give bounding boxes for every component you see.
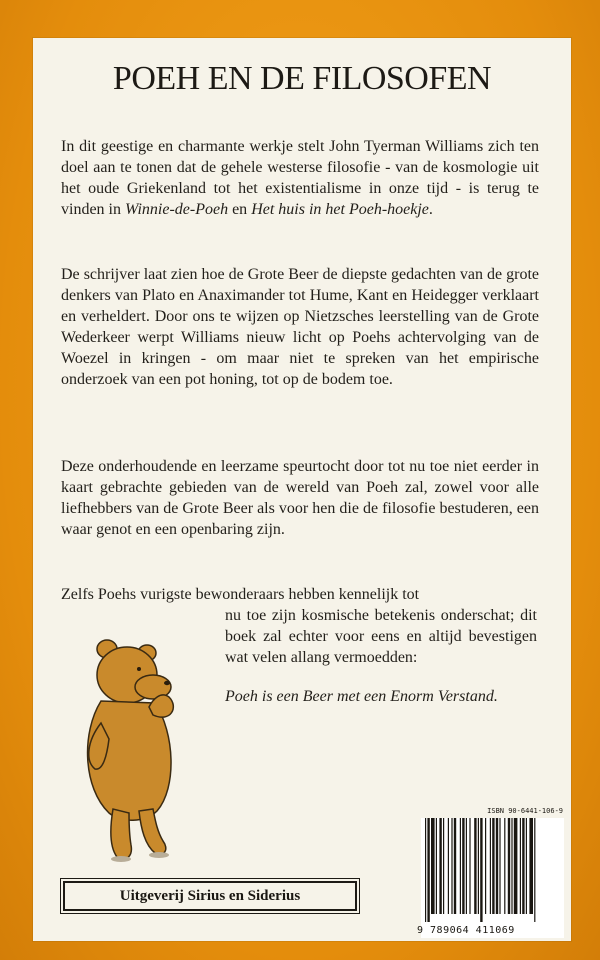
barcode-bar: [431, 818, 435, 914]
paragraph-thinkers: De schrijver laat zien hoe de Grote Beer de diepste gedachten van de grote denkers van Plato en Anaximander tot Hume, Kant en Heidegger verklaart en verheldert. Door ons te wijzen op Nietzsches leerstelling van de Grote Wederkeer werpt Williams nieuw licht op Poehs achtervolging van de Woezel in kringen - om maar niet te spreken van het empirische onderzoek van een pot honing, tot op de bodem toe.: [61, 266, 539, 388]
intro-title-1: Winnie-de-Poeh: [125, 201, 229, 218]
barcode-bar: [443, 818, 444, 914]
barcode: [421, 818, 564, 938]
barcode-bar: [526, 818, 527, 914]
paragraph-intro: [61, 136, 539, 220]
intro-text: In dit geestige en charmante werkje stelt John Tyerman Williams zich ten doel aan te tonen dat de gehele westerse filosofie - van de kosmologie uit het oude Griekenland tot het existentialisme in onze tijd - is terug te vinden in: [61, 138, 539, 218]
barcode-bar: [496, 818, 498, 914]
barcode-bar: [490, 818, 491, 914]
barcode-bar: [469, 818, 470, 914]
paragraph-admirers-first-line: Zelfs Poehs vurigste bewonderaars hebben kennelijk tot: [61, 586, 420, 603]
barcode-bar: [439, 818, 441, 914]
paragraph-admirers-rest: nu toe zijn kosmische betekenis onderschat; dit boek zal echter voor eens en altijd bevestigen wat velen allang vermoedden:: [225, 607, 537, 666]
intro-end: .: [428, 201, 433, 218]
barcode-bar: [436, 818, 437, 914]
barcode-digits: 9 789064 411069: [417, 925, 515, 936]
intro-title-2: Het huis in het Poeh-hoekje: [251, 201, 429, 218]
barcode-bar: [485, 818, 486, 914]
barcode-bar: [460, 818, 461, 914]
barcode-bar: [508, 818, 510, 914]
barcode-bar: [492, 818, 494, 914]
book-title: POEH EN DE FILOSOFEN: [112, 60, 492, 97]
barcode-bar: [474, 818, 476, 914]
barcode-bar: [462, 818, 464, 914]
barcode-bar: [448, 818, 449, 914]
pooh-bear-illustration: [61, 623, 201, 873]
barcode-bar: [534, 818, 535, 922]
isbn-label: ISBN 90-6441-106-9: [487, 807, 563, 815]
barcode-bar: [529, 818, 533, 914]
text-panel: [33, 38, 571, 941]
barcode-bar: [522, 818, 524, 914]
barcode-bar: [466, 818, 467, 914]
barcode-bar: [511, 818, 512, 914]
barcode-bar: [514, 818, 518, 914]
motto: Poeh is een Beer met een Enorm Verstand.: [225, 688, 498, 705]
barcode-bar: [427, 818, 429, 922]
barcode-bar: [451, 818, 452, 914]
barcode-bar: [499, 818, 500, 914]
barcode-bar: [425, 818, 426, 922]
barcode-bar: [478, 818, 479, 914]
publisher-box: Uitgeverij Sirius en Siderius: [63, 881, 357, 911]
paragraph-quest: Deze onderhoudende en leerzame speurtocht door tot nu toe niet eerder in kaart gebrachte gebieden van de wereld van Poeh zal, zowel voor alle liefhebbers van de Grote Beer als voor hen die de filosofie bestuderen, een waar genot en een openbaring zijn.: [61, 458, 539, 538]
intro-connector: en: [228, 201, 252, 218]
barcode-bar: [454, 818, 456, 914]
barcode-bar: [520, 818, 521, 914]
barcode-bar: [504, 818, 505, 914]
barcode-bar: [480, 818, 482, 922]
